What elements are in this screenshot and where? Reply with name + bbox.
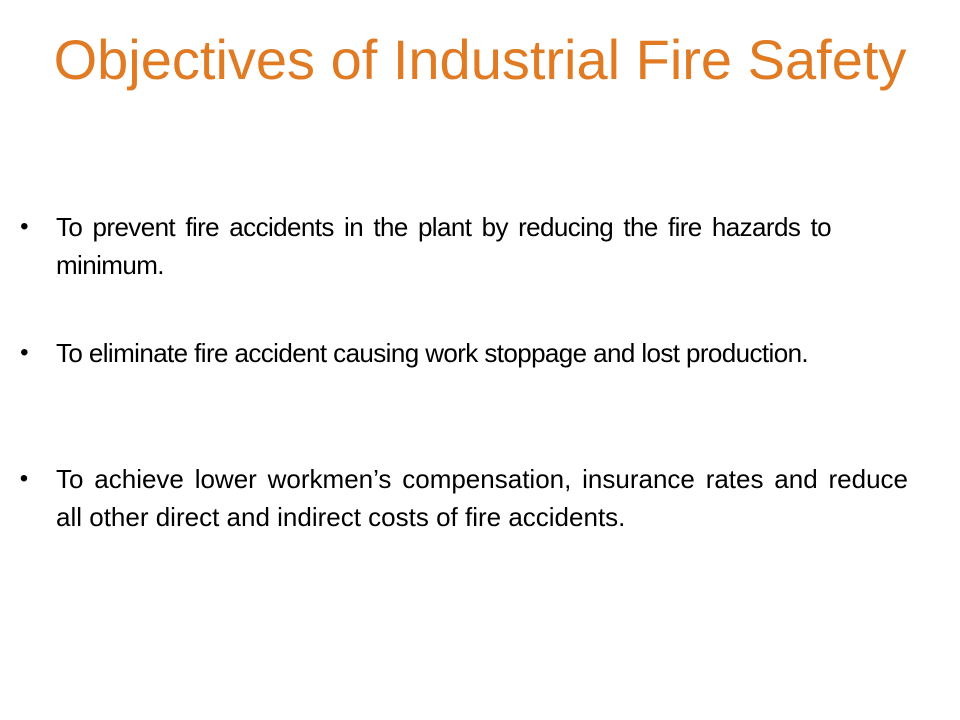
bullet-text: To eliminate fire accident causing work stoppage and lost production. — [56, 338, 809, 368]
bullet-dot-icon: • — [20, 339, 28, 366]
bullet-item — [19, 460, 908, 536]
bullet-dot-icon: • — [19, 465, 29, 492]
bullet-text: To prevent fire accidents in the plant by reducing the fire hazards to minimum. — [56, 212, 831, 280]
bullet-dot-icon: • — [20, 213, 28, 240]
slide-title: Objectives of Industrial Fire Safety — [53, 28, 907, 91]
bullet-text: To achieve lower workmen’s compensation, insurance rates and reduce all other direct and indirect costs of fire accidents. — [56, 464, 908, 532]
bullet-item — [20, 334, 831, 372]
bullet-item — [20, 208, 831, 284]
